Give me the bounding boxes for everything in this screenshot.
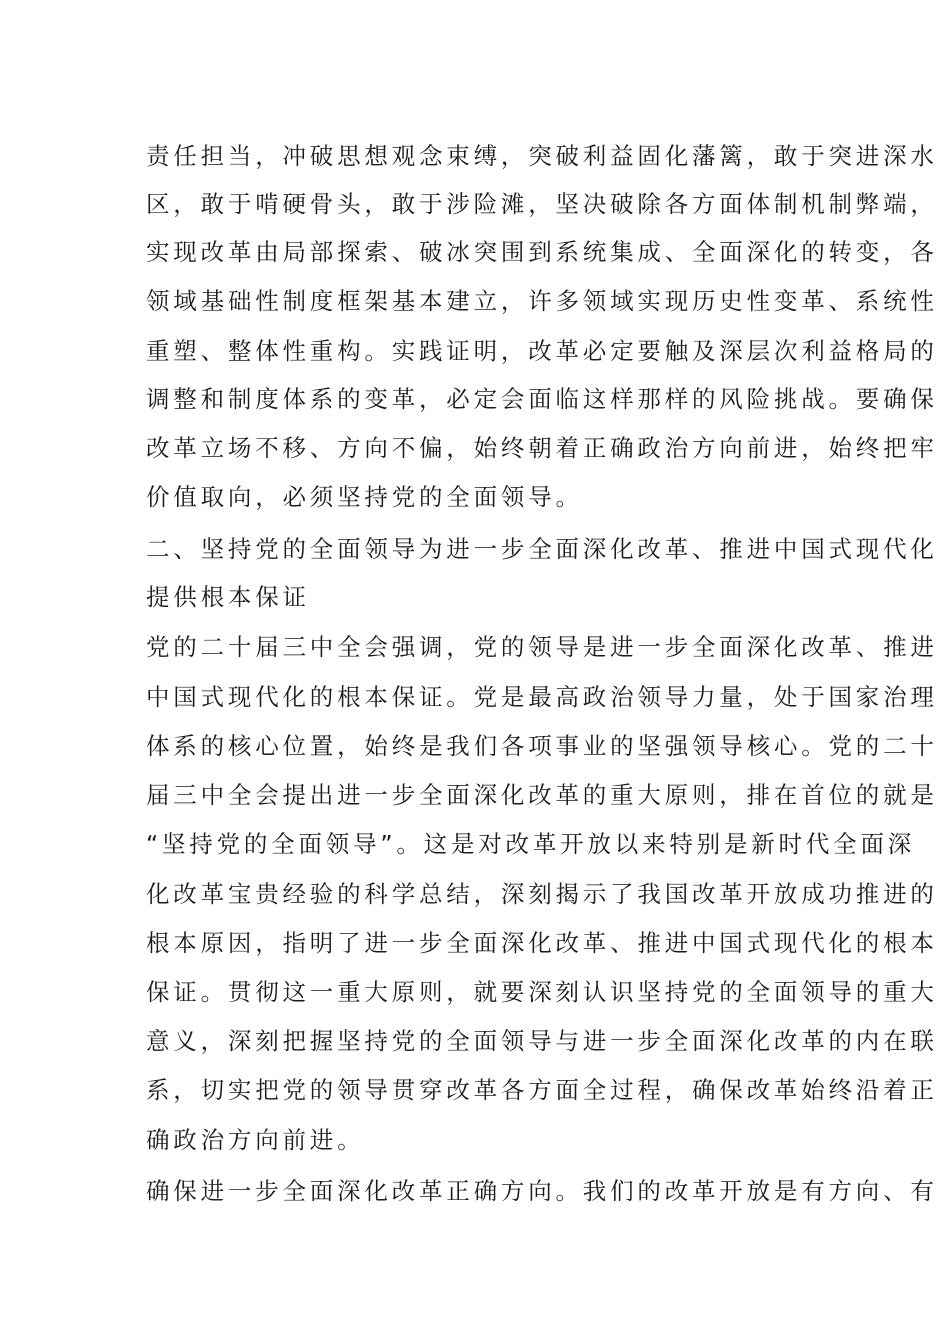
text-line: 党的二十届三中全会强调，党的领导是进一步全面深化改革、推进 (146, 633, 938, 661)
text-line: 根本原因，指明了进一步全面深化改革、推进中国式现代化的根本 (146, 929, 938, 957)
text-line: 价值取向，必须坚持党的全面领导。 (146, 483, 583, 511)
text-line: “坚持党的全面领导”。这是对改革开放以来特别是新时代全面深 (146, 830, 916, 858)
text-line: 重塑、整体性重构。实践证明，改革必定要触及深层次利益格局的 (146, 337, 938, 365)
text-line: 保证。贯彻这一重大原则，就要深刻认识坚持党的全面领导的重大 (146, 978, 938, 1006)
text-line: 实现改革由局部探索、破冰突围到系统集成、全面深化的转变，各 (146, 238, 938, 266)
text-line: 确政治方向前进。 (146, 1126, 365, 1154)
text-line: 领域基础性制度框架基本建立，许多领域实现历史性变革、系统性 (146, 287, 938, 315)
section-heading-line: 提供根本保证 (146, 583, 310, 611)
text-line: 化改革宝贵经验的科学总结，深刻揭示了我国改革开放成功推进的 (146, 880, 938, 908)
text-line: 确保进一步全面深化改革正确方向。我们的改革开放是有方向、有 (146, 1177, 938, 1205)
text-line: 体系的核心位置，始终是我们各项事业的坚强领导核心。党的二十 (146, 732, 938, 760)
text-line: 调整和制度体系的变革，必定会面临这样那样的风险挑战。要确保 (146, 385, 938, 413)
text-line: 区，敢于啃硬骨头，敢于涉险滩，坚决破除各方面体制机制弊端， (146, 190, 938, 218)
section-heading-line: 二、坚持党的全面领导为进一步全面深化改革、推进中国式现代化 (146, 535, 938, 563)
text-line: 系，切实把党的领导贯穿改革各方面全过程，确保改革始终沿着正 (146, 1076, 938, 1104)
text-line: 届三中全会提出进一步全面深化改革的重大原则，排在首位的就是 (146, 781, 938, 809)
text-line: 责任担当，冲破思想观念束缚，突破利益固化藩篱，敢于突进深水 (146, 142, 938, 170)
text-line: 中国式现代化的根本保证。党是最高政治领导力量，处于国家治理 (146, 683, 938, 711)
text-line: 意义，深刻把握坚持党的全面领导与进一步全面深化改革的内在联 (146, 1027, 938, 1055)
text-line: 改革立场不移、方向不偏，始终朝着正确政治方向前进，始终把牢 (146, 434, 938, 462)
